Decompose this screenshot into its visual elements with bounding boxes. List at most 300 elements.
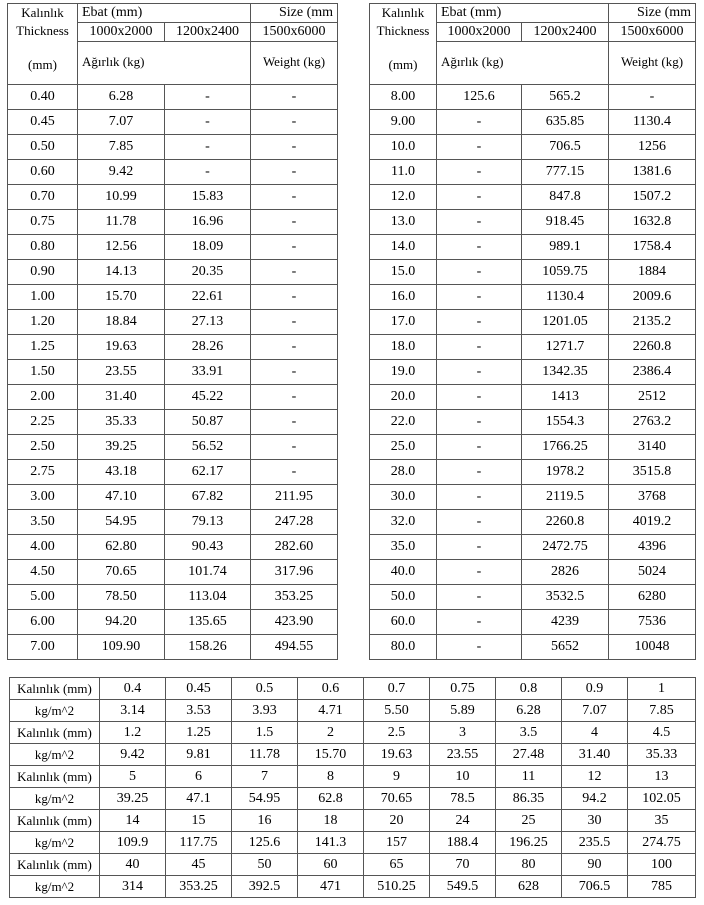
table-row xyxy=(8,285,338,310)
kg-m2-row xyxy=(10,700,696,722)
weight-cell: 1758.4 xyxy=(609,235,696,260)
thickness-cell: 12.0 xyxy=(370,185,437,210)
table-row xyxy=(8,335,338,360)
kg-per-m2-table xyxy=(9,677,696,898)
thickness-cell: 0.8 xyxy=(496,678,562,700)
table-row xyxy=(8,535,338,560)
table-row xyxy=(370,460,696,485)
table-row xyxy=(370,585,696,610)
weight-cell: 635.85 xyxy=(522,110,609,135)
weight-cell: 19.63 xyxy=(78,335,165,360)
ebat-label: Ebat (mm) xyxy=(437,4,609,23)
weight-cell: - xyxy=(251,285,338,310)
weight-cell: 1130.4 xyxy=(522,285,609,310)
thickness-cell: 25 xyxy=(496,810,562,832)
kalinlik-mm-label: Kalınlık (mm) xyxy=(10,810,100,832)
weight-cell: 1130.4 xyxy=(609,110,696,135)
thickness-cell: 80 xyxy=(496,854,562,876)
weight-cell: - xyxy=(437,460,522,485)
weight-label: Weight (kg) xyxy=(609,42,696,85)
weight-cell: 188.4 xyxy=(430,832,496,854)
table-row xyxy=(370,235,696,260)
weight-cell: 2135.2 xyxy=(609,310,696,335)
thickness-cell: 5 xyxy=(100,766,166,788)
weight-cell: 565.2 xyxy=(522,85,609,110)
thickness-cell: 0.60 xyxy=(8,160,78,185)
weight-cell: 9.42 xyxy=(78,160,165,185)
thickness-cell: 19.0 xyxy=(370,360,437,385)
thickness-cell: 8.00 xyxy=(370,85,437,110)
weight-cell: 2260.8 xyxy=(522,510,609,535)
table-row xyxy=(8,360,338,385)
thickness-cell: 0.7 xyxy=(364,678,430,700)
weight-cell: 1271.7 xyxy=(522,335,609,360)
weight-cell: 353.25 xyxy=(166,876,232,898)
thickness-label: Thickness xyxy=(376,23,430,38)
weight-cell: 1256 xyxy=(609,135,696,160)
thickness-cell: 50.0 xyxy=(370,585,437,610)
weight-cell: 9.81 xyxy=(166,744,232,766)
weight-cell: - xyxy=(251,410,338,435)
table-row xyxy=(370,560,696,585)
thickness-cell: 13.0 xyxy=(370,210,437,235)
weight-cell: - xyxy=(437,260,522,285)
weight-cell: 27.48 xyxy=(496,744,562,766)
thickness-cell: 1.50 xyxy=(8,360,78,385)
weight-cell: 471 xyxy=(298,876,364,898)
table-row xyxy=(370,385,696,410)
weight-cell: 70.65 xyxy=(78,560,165,585)
weight-cell: 16.96 xyxy=(165,210,251,235)
weight-cell: - xyxy=(437,435,522,460)
thickness-cell: 60 xyxy=(298,854,364,876)
thickness-row xyxy=(10,722,696,744)
weight-cell: 1201.05 xyxy=(522,310,609,335)
agirlik-label: Ağırlık (kg) xyxy=(78,42,251,85)
weight-cell: 157 xyxy=(364,832,430,854)
thickness-cell: 0.6 xyxy=(298,678,364,700)
weight-cell: 5.89 xyxy=(430,700,496,722)
kalinlik-mm-label: Kalınlık (mm) xyxy=(10,678,100,700)
weight-cell: 50.87 xyxy=(165,410,251,435)
thickness-cell: 0.80 xyxy=(8,235,78,260)
weight-cell: 28.26 xyxy=(165,335,251,360)
weight-cell: 5652 xyxy=(522,635,609,660)
weight-cell: 70.65 xyxy=(364,788,430,810)
weight-cell: 549.5 xyxy=(430,876,496,898)
table-row xyxy=(370,335,696,360)
thickness-cell: 7 xyxy=(232,766,298,788)
weight-cell: 918.45 xyxy=(522,210,609,235)
thickness-cell: 2.50 xyxy=(8,435,78,460)
weight-cell: 7.85 xyxy=(628,700,696,722)
kg-m2-label: kg/m^2 xyxy=(10,788,100,810)
kg-m2-row xyxy=(10,744,696,766)
weight-cell: 3.93 xyxy=(232,700,298,722)
size-1200x2400: 1200x2400 xyxy=(165,23,251,42)
weight-cell: 158.26 xyxy=(165,635,251,660)
weight-cell: 2260.8 xyxy=(609,335,696,360)
weight-cell: 3.53 xyxy=(166,700,232,722)
weight-cell: 11.78 xyxy=(78,210,165,235)
weight-cell: 7.07 xyxy=(78,110,165,135)
weight-cell: - xyxy=(437,160,522,185)
thickness-cell: 9.00 xyxy=(370,110,437,135)
weight-cell: - xyxy=(251,385,338,410)
thickness-cell: 15.0 xyxy=(370,260,437,285)
thickness-cell: 1 xyxy=(628,678,696,700)
weight-cell: 31.40 xyxy=(562,744,628,766)
thickness-cell: 6.00 xyxy=(8,610,78,635)
weight-cell: 2763.2 xyxy=(609,410,696,435)
thickness-cell: 16.0 xyxy=(370,285,437,310)
size-label: Size (mm xyxy=(251,4,338,23)
weight-cell: 27.13 xyxy=(165,310,251,335)
weight-cell: 117.75 xyxy=(166,832,232,854)
weight-cell: 6280 xyxy=(609,585,696,610)
weight-cell: 101.74 xyxy=(165,560,251,585)
weight-cell: 785 xyxy=(628,876,696,898)
weight-cell: - xyxy=(437,235,522,260)
kg-m2-row xyxy=(10,832,696,854)
weight-cell: 10.99 xyxy=(78,185,165,210)
size-1000x2000: 1000x2000 xyxy=(437,23,522,42)
table-row xyxy=(370,410,696,435)
weight-cell: - xyxy=(437,510,522,535)
thickness-cell: 14 xyxy=(100,810,166,832)
thickness-cell: 0.50 xyxy=(8,135,78,160)
table-row xyxy=(8,260,338,285)
weight-cell: 43.18 xyxy=(78,460,165,485)
thickness-cell: 17.0 xyxy=(370,310,437,335)
weight-cell: 423.90 xyxy=(251,610,338,635)
table-row xyxy=(8,460,338,485)
size-1500x6000: 1500x6000 xyxy=(251,23,338,42)
weight-cell: 4396 xyxy=(609,535,696,560)
table-row xyxy=(8,435,338,460)
thickness-cell: 15 xyxy=(166,810,232,832)
thickness-cell: 40 xyxy=(100,854,166,876)
table-row xyxy=(8,310,338,335)
weight-cell: 23.55 xyxy=(430,744,496,766)
thickness-cell: 5.00 xyxy=(8,585,78,610)
thickness-cell: 1.00 xyxy=(8,285,78,310)
table-row xyxy=(8,610,338,635)
weight-cell: 2826 xyxy=(522,560,609,585)
weight-cell: 79.13 xyxy=(165,510,251,535)
kg-m2-row xyxy=(10,788,696,810)
size-1500x6000: 1500x6000 xyxy=(609,23,696,42)
kg-m2-label: kg/m^2 xyxy=(10,832,100,854)
weight-cell: 33.91 xyxy=(165,360,251,385)
weight-cell: 282.60 xyxy=(251,535,338,560)
header-row-1 xyxy=(370,4,696,23)
weight-cell: 14.13 xyxy=(78,260,165,285)
thickness-row xyxy=(10,766,696,788)
weight-cell: 1507.2 xyxy=(609,185,696,210)
thickness-cell: 90 xyxy=(562,854,628,876)
table-row xyxy=(370,485,696,510)
table-row xyxy=(8,85,338,110)
weight-cell: - xyxy=(437,110,522,135)
thickness-cell: 2.5 xyxy=(364,722,430,744)
weight-cell: 78.5 xyxy=(430,788,496,810)
thickness-cell: 1.25 xyxy=(8,335,78,360)
table-row xyxy=(370,435,696,460)
weight-cell: 67.82 xyxy=(165,485,251,510)
weight-cell: 1381.6 xyxy=(609,160,696,185)
weight-cell: 235.5 xyxy=(562,832,628,854)
weight-cell: 125.6 xyxy=(232,832,298,854)
weight-cell: 1632.8 xyxy=(609,210,696,235)
table-row xyxy=(370,610,696,635)
table-row xyxy=(8,385,338,410)
thickness-cell: 12 xyxy=(562,766,628,788)
weight-cell: 54.95 xyxy=(78,510,165,535)
weight-cell: 109.90 xyxy=(78,635,165,660)
weight-cell: - xyxy=(437,135,522,160)
weight-cell: - xyxy=(437,560,522,585)
thickness-cell: 30 xyxy=(562,810,628,832)
weight-cell: 54.95 xyxy=(232,788,298,810)
weight-cell: 247.28 xyxy=(251,510,338,535)
weight-cell: 78.50 xyxy=(78,585,165,610)
thickness-cell: 25.0 xyxy=(370,435,437,460)
weight-cell: 15.70 xyxy=(298,744,364,766)
weight-cell: - xyxy=(437,485,522,510)
mm-label: (mm) xyxy=(388,57,418,72)
thickness-cell: 11 xyxy=(496,766,562,788)
thickness-row xyxy=(10,854,696,876)
weight-cell: 39.25 xyxy=(78,435,165,460)
weight-cell: - xyxy=(251,210,338,235)
thickness-cell: 0.45 xyxy=(8,110,78,135)
table-row xyxy=(370,310,696,335)
thickness-cell: 4.00 xyxy=(8,535,78,560)
weight-cell: 15.70 xyxy=(78,285,165,310)
thickness-cell: 3.5 xyxy=(496,722,562,744)
weight-cell: - xyxy=(251,185,338,210)
weight-cell: - xyxy=(251,260,338,285)
kg-m2-label: kg/m^2 xyxy=(10,744,100,766)
thickness-cell: 35.0 xyxy=(370,535,437,560)
thickness-cell: 35 xyxy=(628,810,696,832)
table-row xyxy=(370,510,696,535)
weight-cell: - xyxy=(437,385,522,410)
right-weight-table xyxy=(369,3,696,660)
weight-cell: 4019.2 xyxy=(609,510,696,535)
weight-cell: 6.28 xyxy=(496,700,562,722)
kalinlik-mm-label: Kalınlık (mm) xyxy=(10,854,100,876)
weight-cell: - xyxy=(251,235,338,260)
weight-cell: 10048 xyxy=(609,635,696,660)
thickness-cell: 4.5 xyxy=(628,722,696,744)
weight-cell: 628 xyxy=(496,876,562,898)
weight-cell: - xyxy=(165,110,251,135)
size-1000x2000: 1000x2000 xyxy=(78,23,165,42)
weight-cell: 1884 xyxy=(609,260,696,285)
thickness-cell: 20 xyxy=(364,810,430,832)
weight-cell: 62.80 xyxy=(78,535,165,560)
weight-cell: - xyxy=(437,360,522,385)
left-table-body xyxy=(8,85,338,660)
thickness-cell: 4 xyxy=(562,722,628,744)
weight-cell: - xyxy=(251,310,338,335)
weight-cell: - xyxy=(437,635,522,660)
weight-cell: 35.33 xyxy=(78,410,165,435)
weight-cell: 353.25 xyxy=(251,585,338,610)
size-label: Size (mm xyxy=(609,4,696,23)
thickness-cell: 65 xyxy=(364,854,430,876)
thickness-cell: 13 xyxy=(628,766,696,788)
thickness-cell: 30.0 xyxy=(370,485,437,510)
thickness-cell: 1.2 xyxy=(100,722,166,744)
table-row xyxy=(370,135,696,160)
kg-per-m2-body xyxy=(10,678,696,898)
thickness-cell: 40.0 xyxy=(370,560,437,585)
thickness-cell: 2.25 xyxy=(8,410,78,435)
weight-cell: 20.35 xyxy=(165,260,251,285)
weight-cell: 211.95 xyxy=(251,485,338,510)
weight-cell: 706.5 xyxy=(522,135,609,160)
weight-cell: 2119.5 xyxy=(522,485,609,510)
weight-cell: 23.55 xyxy=(78,360,165,385)
table-row xyxy=(8,210,338,235)
weight-cell: - xyxy=(437,285,522,310)
weight-cell: 62.17 xyxy=(165,460,251,485)
weight-cell: 15.83 xyxy=(165,185,251,210)
weight-cell: - xyxy=(165,85,251,110)
weight-cell: 86.35 xyxy=(496,788,562,810)
table-row xyxy=(370,210,696,235)
weight-cell: - xyxy=(437,210,522,235)
thickness-cell: 10 xyxy=(430,766,496,788)
weight-cell: - xyxy=(251,435,338,460)
weight-cell: 274.75 xyxy=(628,832,696,854)
weight-cell: 989.1 xyxy=(522,235,609,260)
weight-cell: 94.2 xyxy=(562,788,628,810)
weight-cell: 4.71 xyxy=(298,700,364,722)
table-row xyxy=(370,110,696,135)
weight-cell: - xyxy=(437,610,522,635)
thickness-cell: 0.9 xyxy=(562,678,628,700)
weight-cell: 22.61 xyxy=(165,285,251,310)
kalinlik-mm-label: Kalınlık (mm) xyxy=(10,766,100,788)
weight-cell: 7536 xyxy=(609,610,696,635)
thickness-cell: 0.45 xyxy=(166,678,232,700)
thickness-cell: 100 xyxy=(628,854,696,876)
weight-cell: 7.85 xyxy=(78,135,165,160)
thickness-row xyxy=(10,810,696,832)
weight-cell: - xyxy=(437,585,522,610)
weight-cell: 9.42 xyxy=(100,744,166,766)
weight-cell: 39.25 xyxy=(100,788,166,810)
thickness-cell: 18 xyxy=(298,810,364,832)
weight-cell: 47.10 xyxy=(78,485,165,510)
table-row xyxy=(370,85,696,110)
weight-cell: - xyxy=(437,335,522,360)
table-row xyxy=(8,510,338,535)
thickness-cell: 0.90 xyxy=(8,260,78,285)
thickness-cell: 2.75 xyxy=(8,460,78,485)
weight-cell: 18.09 xyxy=(165,235,251,260)
weight-cell: 847.8 xyxy=(522,185,609,210)
table-row xyxy=(370,260,696,285)
thickness-cell: 3.50 xyxy=(8,510,78,535)
weight-cell: - xyxy=(251,135,338,160)
table-row xyxy=(370,360,696,385)
weight-cell: - xyxy=(251,460,338,485)
weight-cell: - xyxy=(165,160,251,185)
weight-cell: 141.3 xyxy=(298,832,364,854)
table-row xyxy=(370,635,696,660)
thickness-cell: 14.0 xyxy=(370,235,437,260)
thickness-cell: 3 xyxy=(430,722,496,744)
thickness-cell: 3.00 xyxy=(8,485,78,510)
mm-label: (mm) xyxy=(28,57,57,72)
kalinlik-label: Kalınlık xyxy=(381,5,425,20)
weight-cell: 706.5 xyxy=(562,876,628,898)
weight-cell: 35.33 xyxy=(628,744,696,766)
table-row xyxy=(8,185,338,210)
thickness-cell: 32.0 xyxy=(370,510,437,535)
weight-cell: - xyxy=(437,185,522,210)
thickness-cell: 0.40 xyxy=(8,85,78,110)
weight-cell: - xyxy=(251,160,338,185)
weight-cell: 2472.75 xyxy=(522,535,609,560)
weight-cell: 6.28 xyxy=(78,85,165,110)
kg-m2-label: kg/m^2 xyxy=(10,700,100,722)
weight-cell: 90.43 xyxy=(165,535,251,560)
weight-cell: 392.5 xyxy=(232,876,298,898)
table-row xyxy=(370,535,696,560)
thickness-cell: 6 xyxy=(166,766,232,788)
weight-cell: 1342.35 xyxy=(522,360,609,385)
weight-cell: 196.25 xyxy=(496,832,562,854)
weight-cell: 1554.3 xyxy=(522,410,609,435)
weight-cell: - xyxy=(437,310,522,335)
weight-cell: - xyxy=(251,360,338,385)
weight-cell: 2512 xyxy=(609,385,696,410)
kalinlik-mm-label: Kalınlık (mm) xyxy=(10,722,100,744)
thickness-cell: 0.75 xyxy=(430,678,496,700)
weight-cell: 314 xyxy=(100,876,166,898)
weight-cell: 1413 xyxy=(522,385,609,410)
weight-cell: - xyxy=(609,85,696,110)
thickness-cell: 50 xyxy=(232,854,298,876)
weight-cell: 3768 xyxy=(609,485,696,510)
weight-cell: 56.52 xyxy=(165,435,251,460)
kalinlik-label: Kalınlık xyxy=(21,5,64,20)
left-weight-table xyxy=(7,3,338,660)
weight-cell: 18.84 xyxy=(78,310,165,335)
weight-cell: 125.6 xyxy=(437,85,522,110)
thickness-cell: 2.00 xyxy=(8,385,78,410)
agirlik-label: Ağırlık (kg) xyxy=(437,42,609,85)
weight-cell: 3140 xyxy=(609,435,696,460)
weight-cell: 2009.6 xyxy=(609,285,696,310)
table-row xyxy=(370,185,696,210)
thickness-cell: 28.0 xyxy=(370,460,437,485)
weight-cell: - xyxy=(437,535,522,560)
table-row xyxy=(8,585,338,610)
weight-cell: 113.04 xyxy=(165,585,251,610)
weight-cell: 494.55 xyxy=(251,635,338,660)
thickness-header xyxy=(370,4,437,85)
weight-cell: 19.63 xyxy=(364,744,430,766)
weight-cell: 1978.2 xyxy=(522,460,609,485)
weight-cell: 1059.75 xyxy=(522,260,609,285)
